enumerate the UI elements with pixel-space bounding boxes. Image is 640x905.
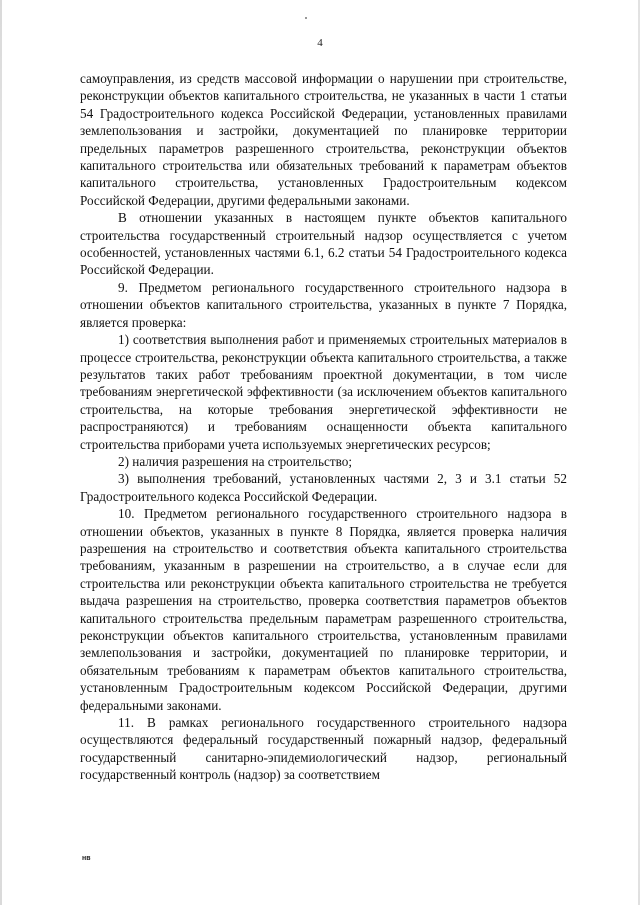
paragraph-item-9: 9. Предметом регионального государственного строительного надзора в отношении объектов капитального строительства, указанных в пункте 7 Порядка, является проверка: — [80, 279, 567, 330]
scan-speck — [305, 17, 307, 19]
footer-initials: нв — [82, 855, 91, 862]
paragraph-item-11: 11. В рамках регионального государственного строительного надзора осуществляются федеральный государственный пожарный надзор, федеральный государственный санитарно-эпидемиологический надзор, региональный государственный контроль (надзор) за соответствием — [80, 715, 567, 783]
page-number: 4 — [317, 37, 323, 49]
paragraph-subitem-3: 3) выполнения требований, установленных частями 2, 3 и 3.1 статьи 52 Градостроительного кодекса Российской Федерации. — [80, 471, 567, 504]
paragraph-continuation: самоуправления, из средств массовой информации о нарушении при строительстве, реконструкции объектов капитального строительства, не указанных в части 1 статьи 54 Градостроительного кодекса Российской Федерации, установленных правилами землепользования и застройки, документацией по планировке территории предельных параметров разрешенного строительства, реконструкции объектов капитального строительства или обязательных требований к параметрам объектов капитального строительства, установленных Градостроительным кодексом Российской Федерации, другими федеральными законами. — [80, 71, 567, 208]
paragraph-supervision-note: В отношении указанных в настоящем пункте объектов капитального строительства государственный строительный надзор осуществляется с учетом особенностей, установленных частями 6.1, 6.2 статьи 54 Градостроительного кодекса Российской Федерации. — [80, 210, 567, 278]
document-body — [80, 70, 567, 784]
paragraph-item-10: 10. Предметом регионального государственного строительного надзора в отношении объектов, указанных в пункте 8 Порядка, является проверка наличия разрешения на строительство и соответствия объекта капитального строительства требованиям, указанным в разрешении на строительство, а в случае если для строительства или реконструкции объекта капитального строительства не требуется выдача разрешения на строительство, проверка соответствия параметров объектов капитального строительства предельным параметрам разрешенного строительства, реконструкции объектов капитального строительства, установленным правилами землепользования и застройки, документацией по планировке территории, и обязательным требованиям к параметрам объектов капитального строительства, установленным Градостроительным кодексом Российской Федерации, другими федеральными законами. — [80, 506, 567, 713]
paragraph-subitem-2: 2) наличия разрешения на строительство; — [118, 453, 353, 469]
paragraph-subitem-1: 1) соответствия выполнения работ и применяемых строительных материалов в процессе строительства, реконструкции объекта капитального строительства, а также результатов таких работ требованиям проектной документации, в том числе требованиям энергетической эффективности (за исключением объектов капитального строительства, на которые требования энергетической эффективности не распространяются) и требованиям оснащенности объекта капитального строительства приборами учета используемых энергетических ресурсов; — [80, 332, 567, 452]
scan-edge-left — [0, 0, 2, 905]
